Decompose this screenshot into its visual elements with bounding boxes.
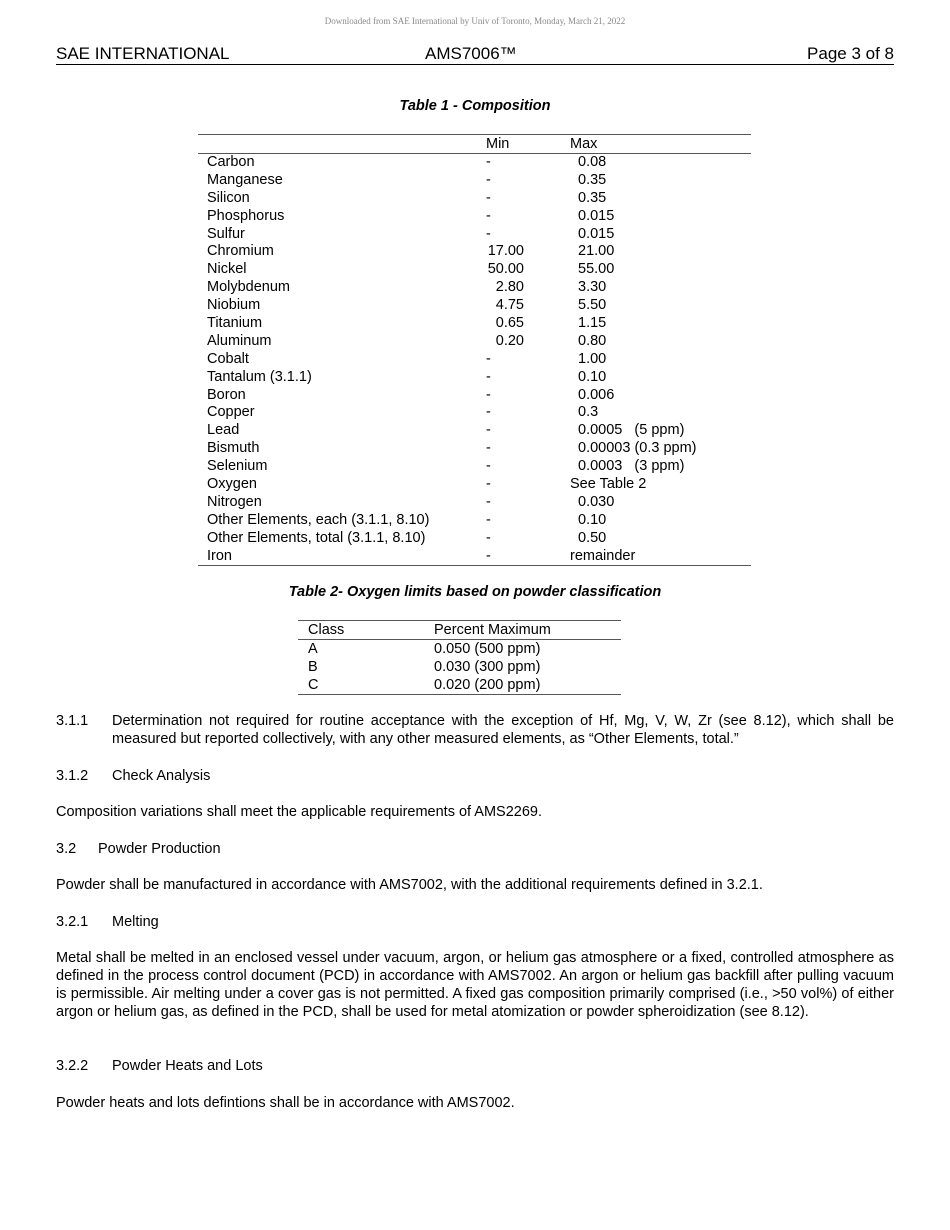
header-org: SAE INTERNATIONAL	[56, 44, 230, 63]
element-max: 0.006	[578, 386, 615, 403]
powder-class: B	[308, 659, 318, 675]
powder-production-paragraph: Powder shall be manufactured in accordance with AMS7002, with the additional requirements defined in 3.2.1.	[56, 877, 763, 893]
oxygen-percent-maximum: 0.050 (500 ppm)	[434, 641, 541, 657]
element-max: 0.00003 (0.3 ppm)	[578, 440, 697, 457]
section-3-1-1-number: 3.1.1	[56, 713, 89, 729]
composition-row	[198, 530, 751, 548]
element-min: -	[486, 547, 491, 564]
oxygen-row	[298, 658, 621, 676]
composition-row	[198, 387, 751, 405]
composition-row	[198, 333, 751, 351]
element-min: -	[486, 422, 491, 439]
element-max: 0.0005 (5 ppm)	[578, 422, 685, 439]
composition-row	[198, 351, 751, 369]
section-3-1-1-text: Determination not required for routine acceptance with the exception of Hf, Mg, V, W, Zr (see 8.12), which shall be measured but reported collectively, with any other measured elements, as “Other Elements, total.”	[112, 713, 894, 747]
section-3-1-2-title: Check Analysis	[112, 768, 211, 784]
element-name: Tantalum (3.1.1)	[207, 368, 312, 385]
element-max: 0.030	[578, 493, 615, 510]
element-name: Silicon	[207, 189, 250, 206]
element-max: 0.08	[578, 154, 607, 170]
element-name: Chromium	[207, 243, 274, 260]
element-name: Iron	[207, 547, 232, 564]
melting-paragraph: Metal shall be melted in an enclosed vessel under vacuum, argon, or helium gas atmosphere or a fixed, controlled atmosphere as defined in the process control document (PCD) in accordance with AMS7002. An argon or helium gas backfill after pulling vacuum is permissible. Air melting under a cover gas is not permitted. A fixed gas composition primarily comprised (i.e., >50 vol%) of either argon or helium gas, as defined in the PCD, shall be used for metal atomization or powder spheroidization (see 8.12).	[56, 950, 894, 1020]
element-name: Molybdenum	[207, 279, 291, 296]
download-watermark: Downloaded from SAE International by Univ of Toronto, Monday, March 21, 2022	[324, 16, 626, 26]
element-min: -	[486, 458, 491, 475]
oxygen-row	[298, 640, 621, 658]
oxygen-table-header	[298, 620, 621, 640]
element-min: 17.00	[487, 243, 524, 260]
composition-row	[198, 208, 751, 226]
element-name: Boron	[207, 386, 246, 403]
element-min: -	[486, 207, 491, 224]
element-min: -	[486, 493, 491, 510]
composition-table	[198, 134, 751, 566]
powder-class: A	[308, 641, 318, 657]
composition-row	[198, 190, 751, 208]
element-min: 4.75	[495, 297, 524, 314]
section-3-2-1-number: 3.2.1	[56, 914, 89, 930]
element-max: 0.3	[578, 404, 599, 421]
element-min: -	[486, 350, 491, 367]
oxygen-percent-maximum: 0.030 (300 ppm)	[434, 659, 541, 675]
element-max: remainder	[570, 547, 636, 564]
element-max: See Table 2	[570, 476, 647, 493]
section-3-2-2-title: Powder Heats and Lots	[112, 1058, 263, 1074]
element-max: 0.80	[578, 332, 607, 349]
oxygen-table-body	[298, 640, 621, 695]
element-min: -	[486, 368, 491, 385]
composition-row	[198, 172, 751, 190]
oxygen-limits-table	[298, 620, 621, 695]
composition-row	[198, 279, 751, 297]
element-name: Phosphorus	[207, 207, 285, 224]
element-name: Cobalt	[207, 350, 249, 367]
composition-row	[198, 243, 751, 261]
element-min: -	[486, 154, 491, 170]
element-max: 0.0003 (3 ppm)	[578, 458, 685, 475]
element-name: Copper	[207, 404, 255, 421]
element-name: Other Elements, total (3.1.1, 8.10)	[207, 529, 426, 546]
element-name: Selenium	[207, 458, 268, 475]
element-name: Sulfur	[207, 225, 245, 242]
element-min: 50.00	[487, 261, 524, 278]
header-document-number: AMS7006™	[425, 44, 517, 63]
element-max: 0.10	[578, 511, 607, 528]
element-max: 21.00	[578, 243, 615, 260]
composition-table-header	[198, 134, 751, 154]
oxygen-row	[298, 676, 621, 695]
element-max: 5.50	[578, 297, 607, 314]
element-max: 0.35	[578, 171, 607, 188]
column-header-max: Max	[570, 136, 598, 152]
composition-row	[198, 261, 751, 279]
section-3-2-number: 3.2	[56, 841, 77, 857]
element-min: 0.20	[495, 332, 524, 349]
powder-class: C	[308, 677, 319, 693]
element-max: 0.015	[578, 225, 615, 242]
element-name: Titanium	[207, 315, 263, 332]
element-max: 0.10	[578, 368, 607, 385]
section-3-2-1-title: Melting	[112, 914, 159, 930]
composition-row	[198, 476, 751, 494]
element-name: Other Elements, each (3.1.1, 8.10)	[207, 511, 430, 528]
header-page-number: Page 3 of 8	[807, 44, 894, 63]
composition-row	[198, 404, 751, 422]
composition-row	[198, 440, 751, 458]
table1-caption: Table 1 - Composition	[399, 98, 551, 114]
composition-row	[198, 154, 751, 172]
element-min: -	[486, 404, 491, 421]
element-max: 3.30	[578, 279, 607, 296]
composition-row	[198, 512, 751, 530]
element-name: Aluminum	[207, 332, 272, 349]
element-name: Carbon	[207, 154, 255, 170]
heats-lots-paragraph: Powder heats and lots defintions shall be in accordance with AMS7002.	[56, 1095, 515, 1111]
element-min: -	[486, 386, 491, 403]
element-min: 0.65	[495, 315, 524, 332]
element-max: 0.50	[578, 529, 607, 546]
section-3-2-2-number: 3.2.2	[56, 1058, 89, 1074]
element-name: Oxygen	[207, 476, 257, 493]
element-name: Bismuth	[207, 440, 260, 457]
element-min: -	[486, 476, 491, 493]
table2-caption: Table 2- Oxygen limits based on powder classification	[288, 584, 662, 600]
column-header-class: Class	[308, 622, 345, 638]
composition-row	[198, 548, 751, 567]
check-analysis-paragraph: Composition variations shall meet the applicable requirements of AMS2269.	[56, 804, 543, 820]
section-3-2-title: Powder Production	[98, 841, 221, 857]
composition-row	[198, 315, 751, 333]
composition-row	[198, 369, 751, 387]
element-name: Manganese	[207, 171, 283, 188]
element-name: Nickel	[207, 261, 247, 278]
composition-row	[198, 297, 751, 315]
element-min: -	[486, 225, 491, 242]
composition-row	[198, 422, 751, 440]
page-header	[56, 44, 894, 65]
element-max: 55.00	[578, 261, 615, 278]
oxygen-percent-maximum: 0.020 (200 ppm)	[434, 677, 541, 693]
element-name: Nitrogen	[207, 493, 262, 510]
element-max: 0.35	[578, 189, 607, 206]
element-name: Lead	[207, 422, 240, 439]
column-header-percent-maximum: Percent Maximum	[434, 622, 551, 638]
element-max: 1.00	[578, 350, 607, 367]
element-name: Niobium	[207, 297, 261, 314]
composition-table-body	[198, 154, 751, 566]
element-min: -	[486, 529, 491, 546]
element-min: -	[486, 511, 491, 528]
element-max: 0.015	[578, 207, 615, 224]
element-min: 2.80	[495, 279, 524, 296]
element-min: -	[486, 189, 491, 206]
composition-row	[198, 458, 751, 476]
element-max: 1.15	[578, 315, 607, 332]
section-3-1-2-number: 3.1.2	[56, 768, 89, 784]
element-min: -	[486, 171, 491, 188]
element-min: -	[486, 440, 491, 457]
column-header-min: Min	[486, 136, 510, 152]
composition-row	[198, 226, 751, 244]
composition-row	[198, 494, 751, 512]
